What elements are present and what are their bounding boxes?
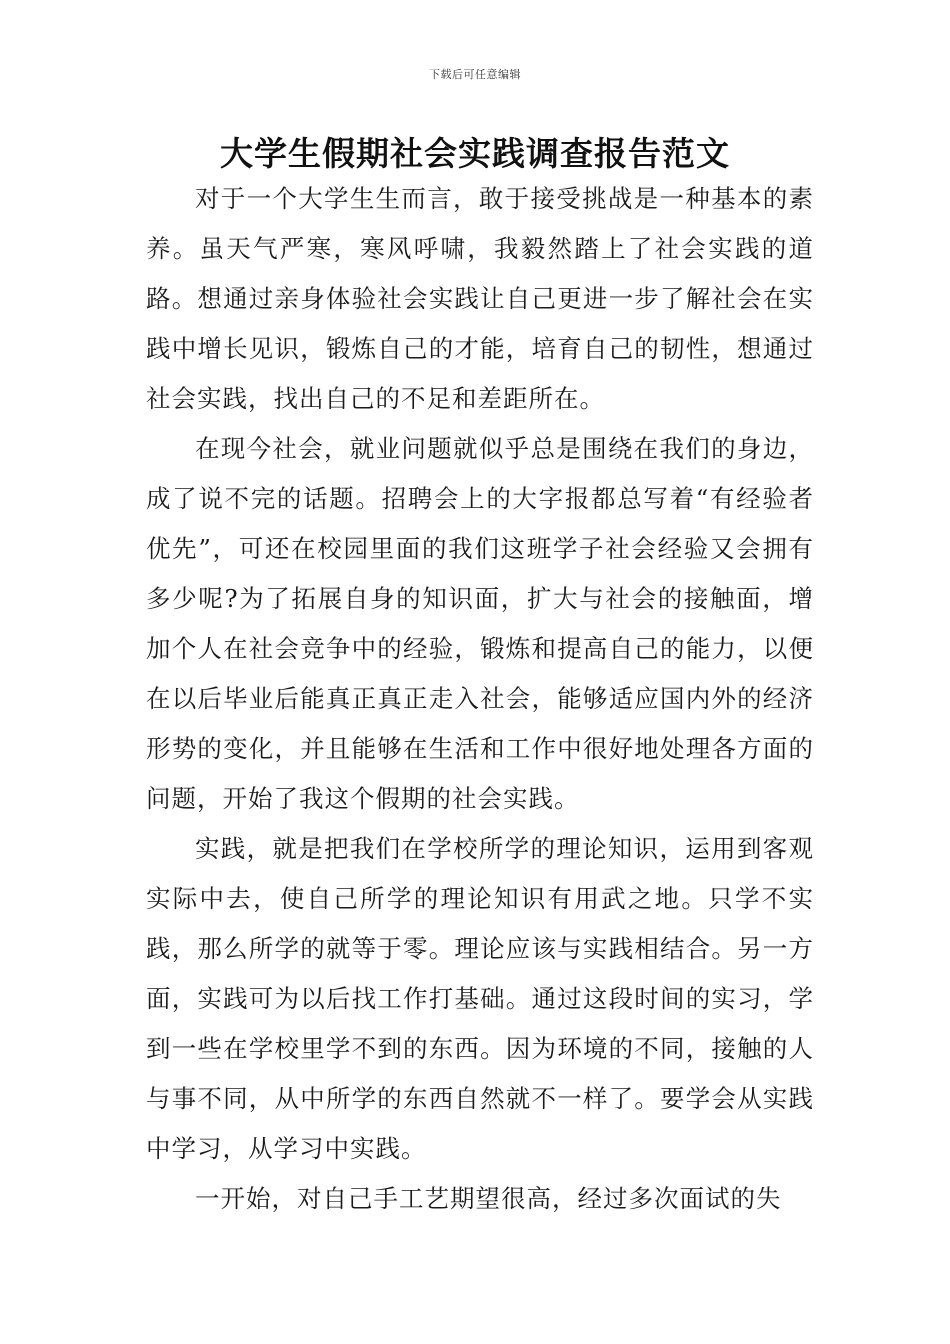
paragraph-3: 实践，就是把我们在学校所学的理论知识，运用到客观实际中去，使自己所学的理论知识有用武之地。只学不实践，那么所学的就等于零。理论应该与实践相结合。另一方面，实践可为以后找工作打基础。通过这段时间的实习，学到一些在学校里学不到的东西。因为环境的不同，接触的人与事不同，从中所学的东西自然就不一样了。要学会从实践中学习，从学习中实践。 [146, 834, 814, 1163]
header-note: 下载后可任意编辑 [429, 68, 521, 81]
document-body [146, 174, 814, 1224]
paragraph-1: 对于一个大学生生而言，敢于接受挑战是一种基本的素养。虽天气严寒，寒风呼啸，我毅然踏上了社会实践的道路。想通过亲身体验社会实践让自己更进一步了解社会在实践中增长见识，锻炼自己的才能，培育自己的韧性，想通过社会实践，找出自己的不足和差距所在。 [146, 184, 814, 413]
document-title: 大学生假期社会实践调查报告范文 [220, 134, 730, 173]
paragraph-4: 一开始，对自己手工艺期望很高，经过多次面试的失 [195, 1184, 782, 1213]
paragraph-2: 在现今社会，就业问题就似乎总是围绕在我们的身边，成了说不完的话题。招聘会上的大字报都总写着“有经验者优先”，可还在校园里面的我们这班学子社会经验又会拥有多少呢?为了拓展自身的知识面，扩大与社会的接触面，增加个人在社会竞争中的经验，锻炼和提高自己的能力，以便在以后毕业后能真正真正走入社会，能够适应国内外的经济形势的变化，并且能够在生活和工作中很好地处理各方面的问题，开始了我这个假期的社会实践。 [146, 434, 814, 813]
